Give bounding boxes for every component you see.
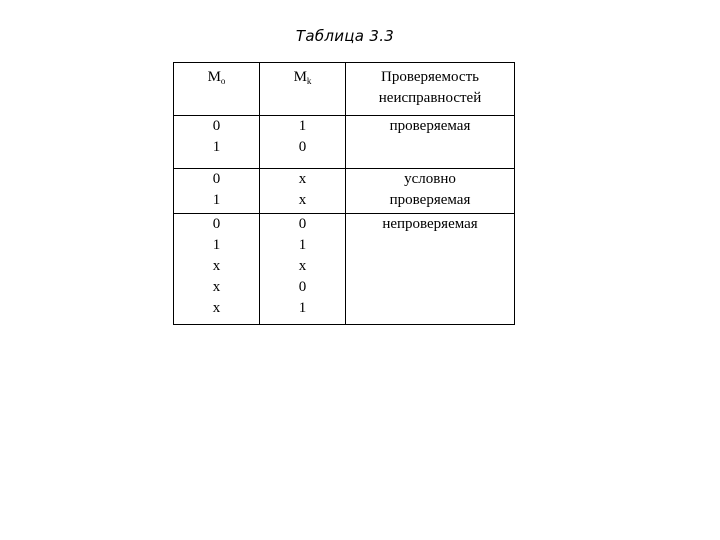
header-mk	[260, 63, 346, 116]
cell-value: 1	[212, 192, 221, 208]
cell-value: 1	[212, 237, 221, 253]
header-mo	[174, 63, 260, 116]
cell-value: x	[212, 258, 221, 274]
header-mk-symbol: M	[293, 69, 307, 85]
table-header-row	[174, 63, 515, 116]
cell-mk	[260, 214, 346, 325]
cell-value: проверяемая	[389, 192, 471, 208]
cell-value: 1	[298, 300, 307, 316]
cell-mo	[174, 116, 260, 169]
cell-value: 0	[212, 216, 221, 232]
cell-mo	[174, 169, 260, 214]
cell-mo	[174, 214, 260, 325]
cell-value: x	[298, 192, 307, 208]
cell-value: x	[212, 279, 221, 295]
cell-value: 0	[298, 139, 307, 155]
header-testability-line-2: неисправностей	[378, 90, 482, 106]
cell-value: x	[298, 171, 307, 187]
cell-value: 0	[212, 118, 221, 134]
header-testability-line-1: Проверяемость	[381, 69, 479, 85]
cell-value: непроверяемая	[382, 216, 478, 232]
cell-value: 0	[298, 279, 307, 295]
table-row	[174, 116, 515, 169]
cell-value: 0	[298, 216, 307, 232]
cell-value: условно	[404, 171, 456, 187]
cell-testability	[346, 116, 515, 169]
cell-testability	[346, 214, 515, 325]
cell-mk	[260, 116, 346, 169]
faults-table	[173, 62, 515, 325]
cell-value: 1	[298, 237, 307, 253]
cell-value: проверяемая	[389, 118, 471, 134]
table-row	[174, 214, 515, 325]
table-caption: Таблица 3.3	[295, 27, 395, 45]
header-mo-symbol: M	[207, 69, 221, 85]
cell-testability	[346, 169, 515, 214]
cell-value: 1	[298, 118, 307, 134]
cell-value: 0	[212, 171, 221, 187]
cell-value: x	[298, 258, 307, 274]
table-row	[174, 169, 515, 214]
header-testability	[346, 63, 515, 116]
header-mk-subscript: k	[306, 76, 312, 86]
cell-value: x	[212, 300, 221, 316]
cell-mk	[260, 169, 346, 214]
header-mo-subscript: о	[220, 76, 226, 86]
cell-value: 1	[212, 139, 221, 155]
